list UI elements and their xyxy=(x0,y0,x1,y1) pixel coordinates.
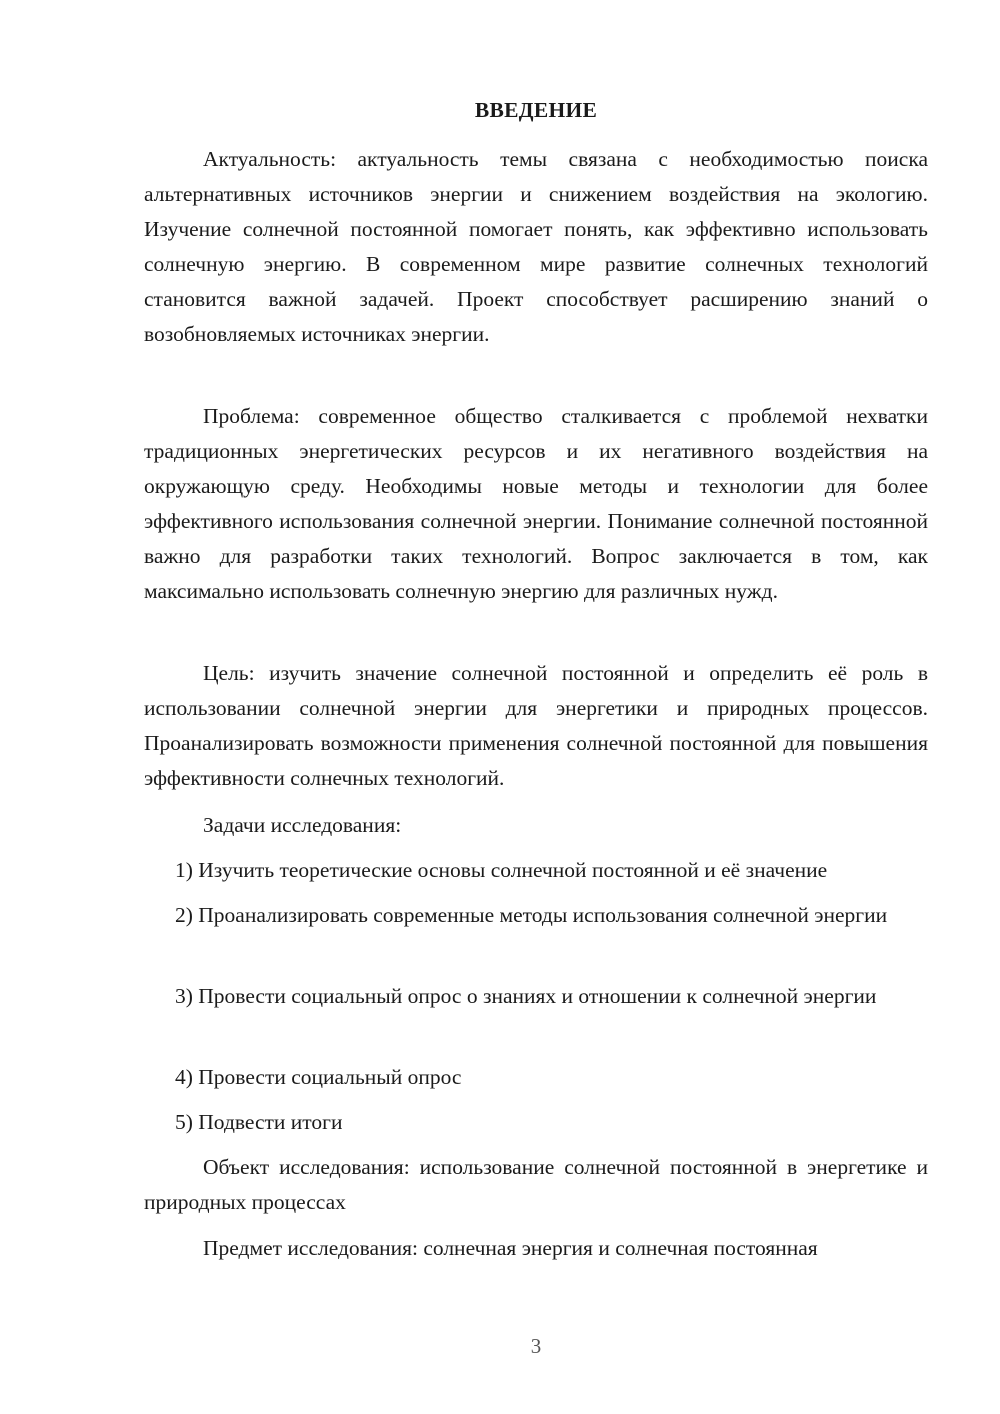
task-item: 5) Подвести итоги xyxy=(175,1110,343,1134)
task-item: 2) Проанализировать современные методы использования солнечной энергии xyxy=(175,903,888,927)
paragraph-goal: Цель: изучить значение солнечной постоянной и определить её роль в использовании солнечной энергии для энергетики и природных процессов. Проанализировать возможности применения солнечной постоянной для повышения эффективности солнечных технологий. xyxy=(144,661,928,790)
paragraph-relevance: Актуальность: актуальность темы связана с необходимостью поиска альтернативных источников энергии и снижением воздействия на экологию. Изучение солнечной постоянной помогает понять, как эффективно использовать солнечную энергию. В современном мире развитие солнечных технологий становится важной задачей. Проект способствует расширению знаний о возобновляемых источниках энергии. xyxy=(144,147,928,346)
task-item: 1) Изучить теоретические основы солнечной постоянной и её значение xyxy=(175,858,828,882)
paragraph-research-object: Объект исследования: использование солнечной постоянной в энергетике и природных процессах xyxy=(144,1155,928,1214)
paragraph-problem: Проблема: современное общество сталкивается с проблемой нехватки традиционных энергетических ресурсов и их негативного воздействия на окружающую среду. Необходимы новые методы и технологии для более эффективного использования солнечной энергии. Понимание солнечной постоянной важно для разработки таких технологий. Вопрос заключается в том, как максимально использовать солнечную энергию для различных нужд. xyxy=(144,404,928,603)
paragraph-research-subject: Предмет исследования: солнечная энергия и солнечная постоянная xyxy=(203,1236,818,1260)
section-heading: ВВЕДЕНИЕ xyxy=(474,98,598,122)
paragraph-tasks-heading: Задачи исследования: xyxy=(203,813,402,837)
page-number: 3 xyxy=(530,1334,542,1358)
task-item: 3) Провести социальный опрос о знаниях и отношении к солнечной энергии xyxy=(175,984,877,1008)
task-item: 4) Провести социальный опрос xyxy=(175,1065,462,1089)
